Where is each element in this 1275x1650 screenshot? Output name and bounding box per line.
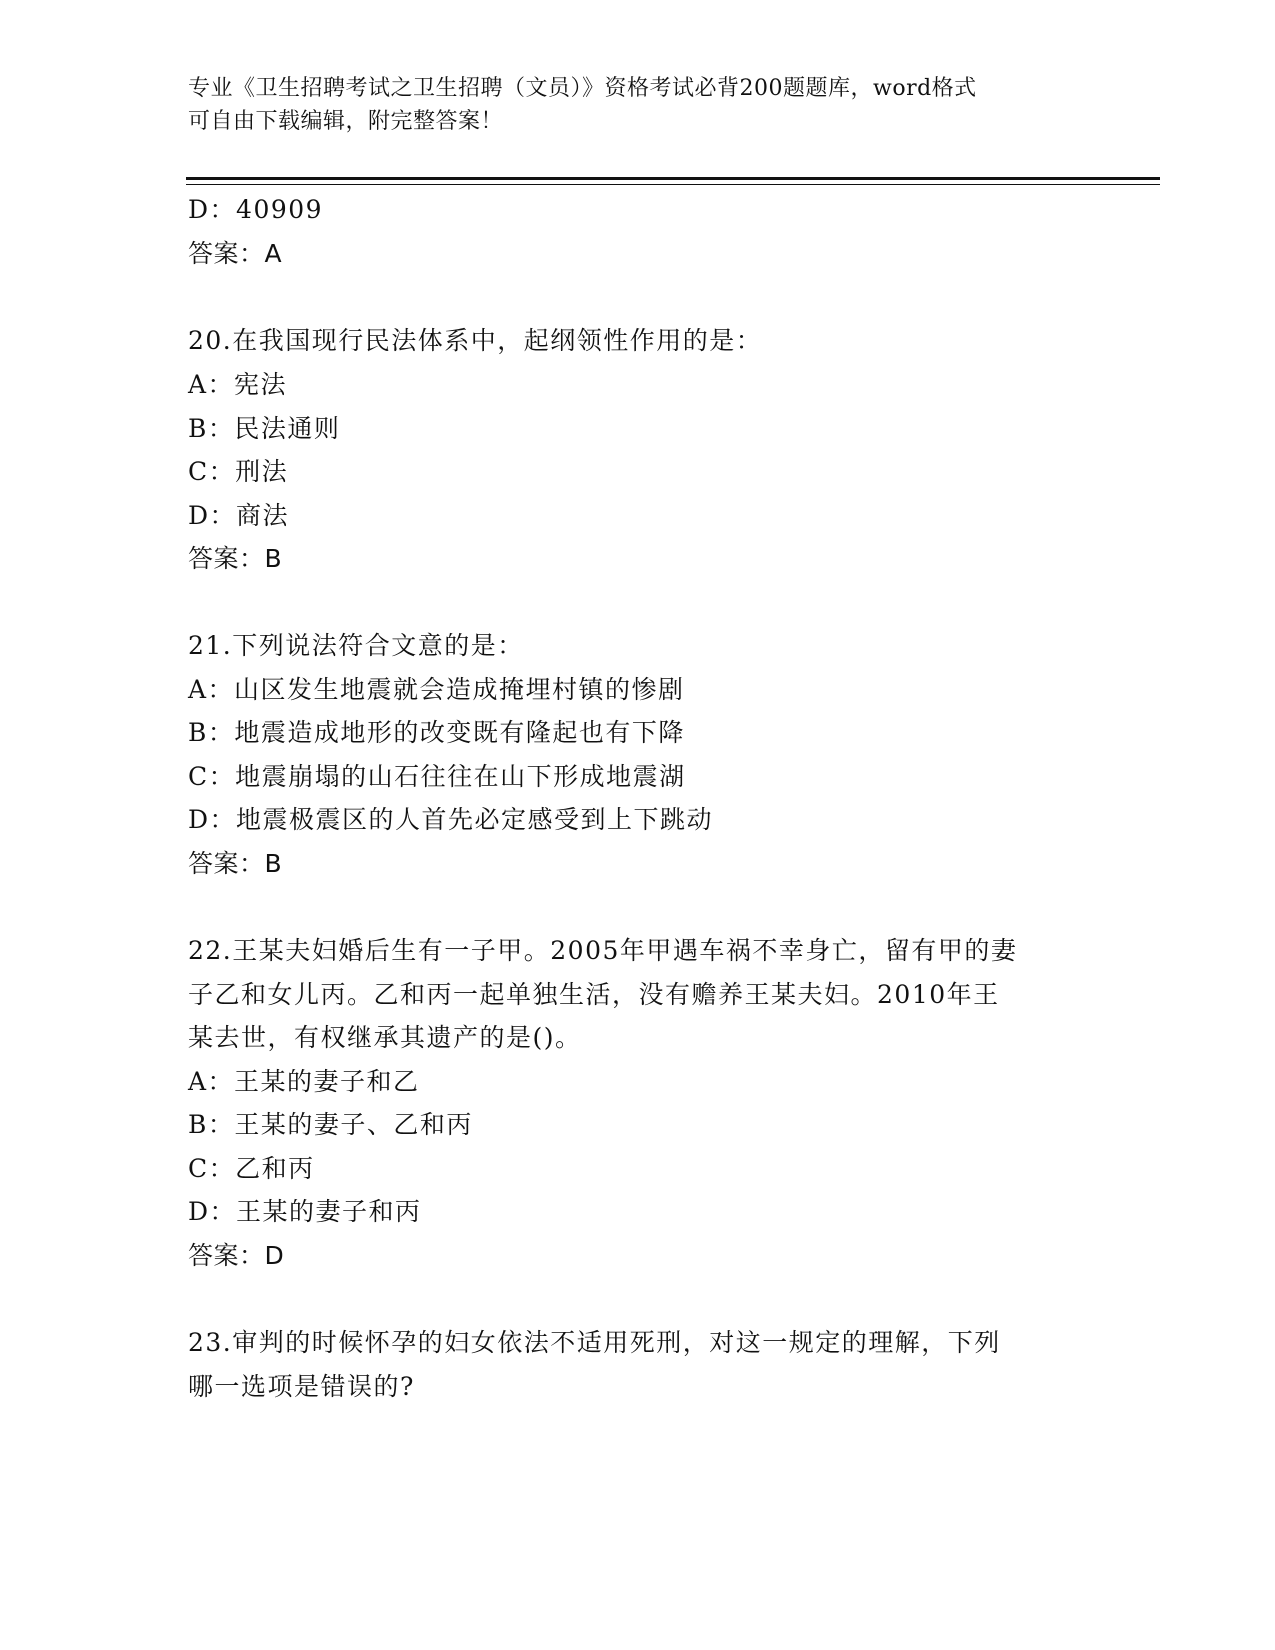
option-b: B：地震造成地形的改变既有隆起也有下降 <box>188 718 685 747</box>
question-text: 某去世，有权继承其遗产的是()。 <box>188 1023 582 1052</box>
answer-line: 答案：B <box>188 849 283 878</box>
header-divider-thin <box>186 184 1160 185</box>
answer-line: 答案：B <box>188 544 283 573</box>
option-d: D：王某的妻子和丙 <box>188 1197 422 1226</box>
option-a: A：宪法 <box>188 370 288 399</box>
question-text: 23.审判的时候怀孕的妇女依法不适用死刑，对这一规定的理解，下列 <box>188 1328 1001 1357</box>
header-title-line-2: 可自由下载编辑，附完整答案！ <box>188 109 504 134</box>
header-divider-thick <box>186 177 1160 180</box>
option-d: D：地震极震区的人首先必定感受到上下跳动 <box>188 805 714 834</box>
answer-line: 答案：D <box>188 1241 285 1270</box>
option-c: C：地震崩塌的山石往往在山下形成地震湖 <box>188 762 686 791</box>
option-a: A：王某的妻子和乙 <box>188 1067 420 1096</box>
document-header <box>188 72 1088 138</box>
option-d: D：商法 <box>188 501 290 530</box>
answer-line: 答案：A <box>188 239 283 268</box>
question-text: 22.王某夫妇婚后生有一子甲。2005年甲遇车祸不幸身亡，留有甲的妻 <box>188 936 1018 965</box>
option-c: C：刑法 <box>188 457 289 486</box>
question-text: 哪一选项是错误的? <box>188 1372 415 1401</box>
option-c: C：乙和丙 <box>188 1154 315 1183</box>
question-text: 20.在我国现行民法体系中，起纲领性作用的是： <box>188 326 763 355</box>
option-d: D：40909 <box>188 195 324 224</box>
option-b: B：民法通则 <box>188 414 341 443</box>
question-text: 21.下列说法符合文意的是： <box>188 631 524 660</box>
header-title-line-1: 专业《卫生招聘考试之卫生招聘（文员）》资格考试必背200题题库，word格式 <box>188 76 977 101</box>
question-text: 子乙和女儿丙。乙和丙一起单独生活，没有赡养王某夫妇。2010年王 <box>188 980 1000 1009</box>
option-b: B：王某的妻子、乙和丙 <box>188 1110 473 1139</box>
option-a: A：山区发生地震就会造成掩埋村镇的惨剧 <box>188 675 685 704</box>
